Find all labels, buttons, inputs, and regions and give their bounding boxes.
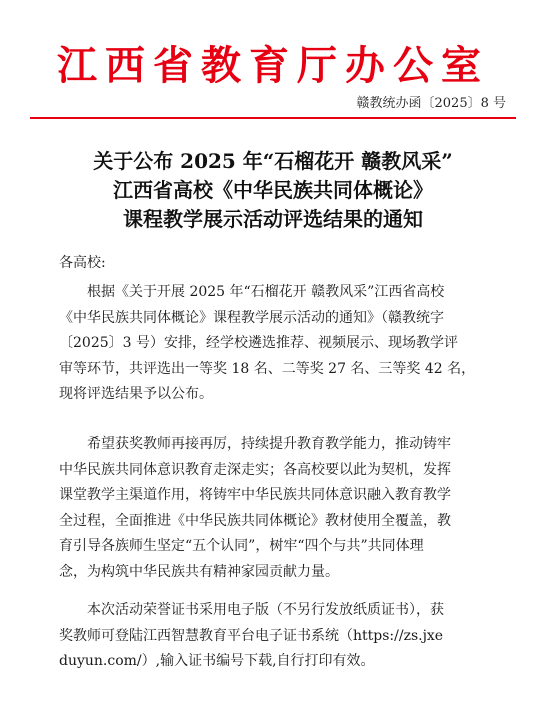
paragraph-line: 奖教师可登陆江西智慧教育平台电子证书系统（https://zs.jxe xyxy=(59,627,444,644)
paragraph-line: 希望获奖教师再接再厉，持续提升教育教学能力，推动铸牢 xyxy=(87,436,451,452)
notice-title-line: 课程教学展示活动评选结果的通知 xyxy=(123,207,423,231)
paragraph-line: 审等环节，共评选出一等奖 18 名、二等奖 27 名、三等奖 42 名， xyxy=(59,360,476,377)
body-paragraph xyxy=(59,432,499,585)
notice-title-line: 关于公布 2025 年“石榴花开 赣教风采” xyxy=(93,149,453,173)
document-number: 赣教统办函〔2025〕8 号 xyxy=(356,96,506,111)
paragraph-line: 根据《关于开展 2025 年“石榴花开 赣教风采”江西省高校 xyxy=(87,284,445,300)
body-paragraph xyxy=(59,280,499,408)
notice-title-line: 江西省高校《中华民族共同体概论》 xyxy=(113,178,433,202)
paragraph-line: 〔2025〕3 号）安排，经学校遴选推荐、视频展示、现场教学评 xyxy=(59,335,458,351)
issuer-header-title: 江西省教育厅办公室 xyxy=(57,43,489,89)
paragraph-line: 全过程，全面推进《中华民族共同体概论》教材使用全覆盖，教 xyxy=(59,512,451,529)
paragraph-line: 本次活动荣誉证书采用电子版（不另行发放纸质证书），获 xyxy=(87,602,444,618)
body-paragraph xyxy=(59,598,499,675)
red-divider-line xyxy=(30,117,516,119)
paragraph-line: 《中华民族共同体概论》课程教学展示活动的通知》（赣教统字 xyxy=(59,309,444,326)
salutation: 各高校: xyxy=(59,255,106,271)
paragraph-line: 育引导各族师生坚定“五个认同”，树牢“四个与共”共同体理 xyxy=(59,538,424,554)
paragraph-line: 课堂教学主渠道作用，将铸牢中华民族共同体意识融入教育教学 xyxy=(59,487,451,503)
notice-title xyxy=(0,147,546,234)
paragraph-line: duyun.com/）,输入证书编号下载,自行打印有效。 xyxy=(59,653,375,669)
paragraph-line: 现将评选结果予以公布。 xyxy=(59,386,213,402)
paragraph-line: 中华民族共同体意识教育走深走实；各高校要以此为契机，发挥 xyxy=(59,461,451,478)
paragraph-line: 念，为构筑中华民族共有精神家园贡献力量。 xyxy=(59,563,339,580)
